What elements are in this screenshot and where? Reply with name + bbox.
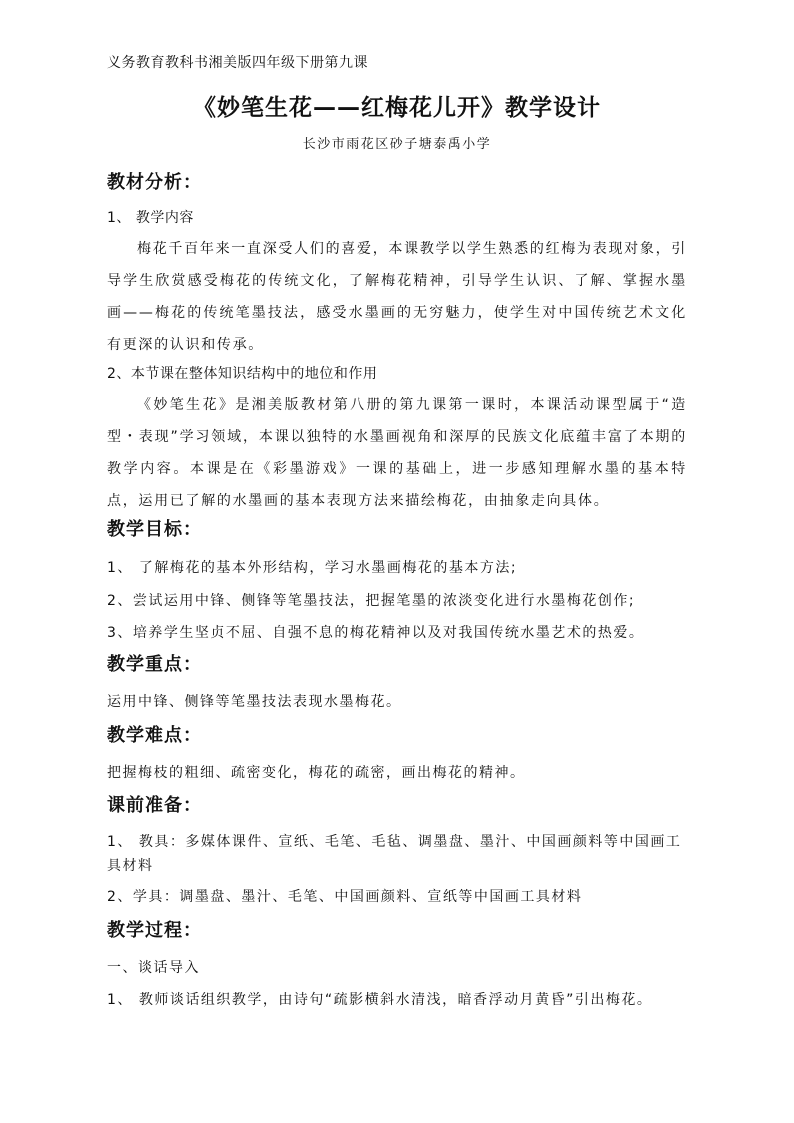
process-sub-1: 一、谈话导入 [107,960,200,976]
process-item-1: 1、 教师谈话组织教学，由诗句“疏影横斜水清浅，暗香浮动月黄昏”引出梅花。 [107,992,653,1008]
heading-goals: 教学目标： [107,519,202,540]
analysis-sub-1: 1、 教学内容 [107,210,194,226]
prep-item-1: 1、 教具：多媒体课件、宣纸、毛笔、毛毡、调墨盘、墨汁、中国画颜料等中国画工具材料 [107,834,682,874]
goal-item-1: 1、 了解梅花的基本外形结构，学习水墨画梅花的基本方法; [107,560,518,576]
difficulty-text: 把握梅枝的粗细、疏密变化，梅花的疏密，画出梅花的精神。 [107,765,526,781]
goal-item-2: 2、尝试运用中锋、侧锋等笔墨技法，把握笔墨的浓淡变化进行水墨梅花创作; [107,593,636,609]
heading-prep: 课前准备： [107,795,202,816]
focus-text: 运用中锋、侧锋等笔墨技法表现水墨梅花。 [107,694,402,710]
document-title: 《妙笔生花——红梅花儿开》教学设计 [193,95,601,121]
analysis-sub-2: 2、本节课在整体知识结构中的地位和作用 [107,366,378,382]
heading-difficulty: 教学难点： [107,725,202,746]
goal-item-3: 3、培养学生坚贞不屈、自强不息的梅花精神以及对我国传统水墨艺术的热爱。 [107,625,645,641]
analysis-paragraph-2: 《妙笔生花》是湘美版教材第八册的第九课第一课时，本课活动课型属于“造型・表现”学习领域，本课以独特的水墨画视角和深厚的民族文化底蕴丰富了本期的教学内容。本课是在《彩墨游戏》一课的基础上，进一步感知理解水墨的基本特点，运用已了解的水墨画的基本表现方法来描绘梅花，由抽象走向具体。 [107,397,687,509]
heading-analysis: 教材分析： [107,172,202,193]
series-header: 义务教育教科书湘美版四年级下册第九课 [107,55,368,71]
prep-item-2: 2、学具：调墨盘、墨汁、毛笔、中国画颜料、宣纸等中国画工具材料 [107,889,583,905]
analysis-paragraph-1: 梅花千百年来一直深受人们的喜爱，本课教学以学生熟悉的红梅为表现对象，引导学生欣赏感受梅花的传统文化，了解梅花精神，引导学生认识、了解、掌握水墨画——梅花的传统笔墨技法，感受水墨画的无穷魅力，使学生对中国传统艺术文化有更深的认识和传承。 [107,241,687,353]
heading-process: 教学过程： [107,920,202,941]
heading-focus: 教学重点： [107,654,202,675]
school-name: 长沙市雨花区砂子塘泰禹小学 [302,137,492,152]
